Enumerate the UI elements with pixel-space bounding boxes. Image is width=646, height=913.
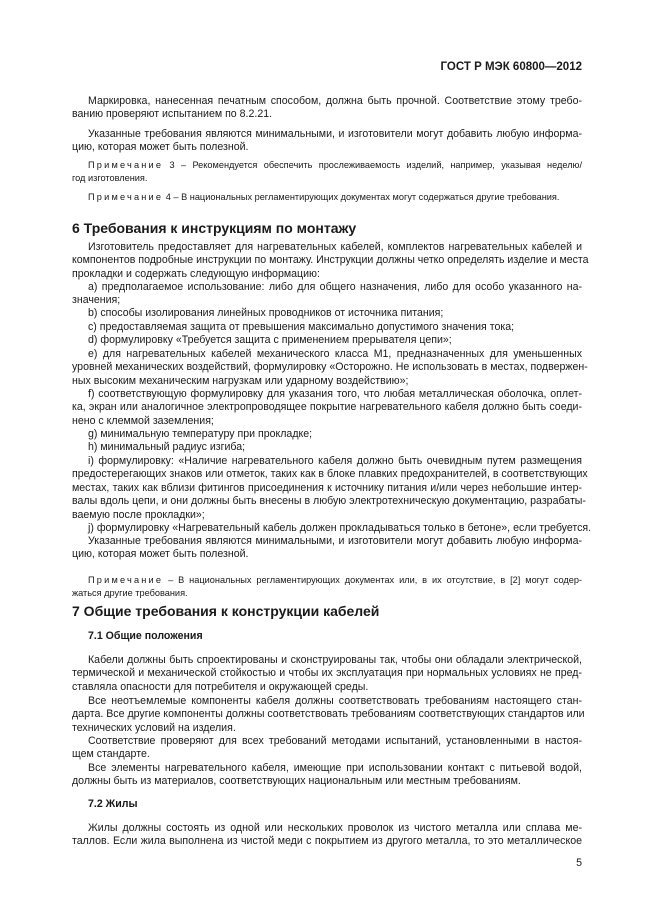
text-line: нено с клеммой заземления;: [72, 414, 214, 427]
text-line: Жилы должны состоять из одной или нескольких проволок из чистого металла или сплава ме-: [88, 822, 582, 834]
document-header: ГОСТ Р МЭК 60800—2012: [440, 61, 582, 73]
text-line: год изготовления.: [72, 173, 148, 184]
paragraph: [72, 441, 582, 454]
text-line: Указанные требования являются минимальными, и изготовители могут добавить любую информа-: [88, 535, 582, 547]
text-line: Указанные требования являются минимальными, и изготовители могут добавить любую информа-: [88, 128, 582, 140]
text-line: местах, таких как вблизи фитингов присоединения к источнику питания и/или через небольшие интер-: [72, 481, 582, 494]
paragraph: [72, 128, 582, 155]
text-line: предостерегающих знаков или отметок, таких как в блоке плавких предохранителей, в соответствующих: [72, 468, 588, 481]
text-line: Маркировка, нанесенная печатным способом, должна быть прочной. Соответствие этому требо-: [88, 95, 582, 107]
text-line: уровней механических воздействий, формулировку «Осторожно. Не использовать в местах, подвержен-: [72, 361, 588, 374]
text-line: Примечание – В национальных регламентирующих документах или, в их отсутствие, в [2] могут содер-: [88, 575, 582, 585]
subsection-heading: 7.2 Жилы: [88, 798, 138, 810]
paragraph: [72, 321, 582, 334]
text-line: ных высоким механическим нагрузкам или ударному воздействию»;: [72, 374, 409, 387]
text-line: должны быть из материалов, соответствующих национальным или местным требованиям.: [72, 775, 521, 788]
section-heading: 7 Общие требования к конструкции кабелей: [72, 603, 380, 619]
paragraph: [72, 241, 589, 281]
text-line: термической и механической стойкостью и чтобы их эксплуатация при нормальных условиях не пред-: [72, 667, 582, 680]
note: [72, 159, 582, 186]
text-line: ваемую после прокладки»;: [72, 508, 205, 521]
text-line: таллов. Если жила выполнена из чистой меди с покрытием из другого металла, то это металлическое: [72, 835, 582, 848]
paragraph: [72, 281, 582, 308]
text-line: d) формулировку «Требуется защита с применением прерывателя цепи»;: [88, 334, 452, 346]
text-line: Примечание 3 – Рекомендуется обеспечить прослеживаемость изделий, например, указывая неделю/: [88, 160, 582, 170]
text-line: i) формулировку: «Наличие нагревательного кабеля должно быть очевидным путем размещения: [88, 455, 582, 467]
paragraph: [72, 654, 582, 694]
text-line: щем стандарте.: [72, 748, 150, 761]
note: [72, 191, 582, 204]
paragraph: [72, 348, 588, 388]
text-line: Изготовитель предоставляет для нагревательных кабелей, комплектов нагревательных кабелей и: [88, 241, 582, 253]
paragraph: [72, 428, 582, 441]
paragraph: [72, 455, 588, 522]
text-line: f) соответствующую формулировку для указания того, что любая металлическая оболочка, оплет-: [88, 388, 582, 400]
text-line: e) для нагревательных кабелей механического класса М1, предназначенных для уменьшенных: [88, 348, 582, 360]
text-line: Примечание 4 – В национальных регламентирующих документах могут содержаться другие требования.: [88, 192, 560, 202]
note-label: Примечание: [88, 160, 164, 170]
page-number: 5: [576, 857, 582, 869]
section-heading: 6 Требования к инструкциям по монтажу: [72, 220, 357, 236]
text-line: h) минимальный радиус изгиба;: [88, 441, 246, 453]
paragraph: [72, 307, 582, 320]
text-line: технических условий на изделия.: [72, 721, 236, 734]
paragraph: [72, 535, 582, 562]
paragraph: [72, 695, 585, 735]
text-line: a) предполагаемое использование: либо для общего назначения, либо для особо указанного на-: [88, 281, 582, 293]
text-line: компонентов подробные инструкции по монтажу. Инструкции должны четко определять изделие и места: [72, 254, 589, 267]
text-line: j) формулировку «Нагревательный кабель должен прокладываться только в бетоне», если требуется.: [88, 522, 592, 534]
text-line: значения;: [72, 294, 121, 307]
note-label: Примечание: [88, 575, 164, 585]
text-line: c) предоставляемая защита от превышения максимально допустимого значения тока;: [88, 321, 515, 333]
paragraph: [72, 388, 582, 428]
paragraph: [72, 95, 582, 122]
text-line: жаться другие требования.: [72, 588, 188, 599]
paragraph: [72, 522, 592, 535]
text-line: дарта. Все другие компоненты должны соответствовать требованиям соответствующих стандартов или: [72, 708, 585, 721]
text-line: ка, экран или аналогичное электропроводящее покрытие нагревательного кабеля должно быть соеди-: [72, 401, 582, 414]
paragraph: [72, 334, 582, 347]
text-line: Все неотъемлемые компоненты кабеля должны соответствовать требованиям настоящего стан-: [88, 695, 582, 707]
text-line: цию, которая может быть полезной.: [72, 548, 249, 561]
text-line: b) способы изолирования линейных проводников от источника питания;: [88, 307, 444, 319]
text-line: цию, которая может быть полезной.: [72, 141, 249, 154]
paragraph: [72, 762, 582, 789]
text-line: Все элементы нагревательного кабеля, имеющие при использовании контакт с питьевой водой,: [88, 762, 582, 774]
paragraph: [72, 735, 582, 762]
text-line: ставляла опасности для потребителя и окружающей среды.: [72, 680, 369, 693]
note-label: Примечание: [88, 192, 164, 202]
text-line: валы вдоль цепи, и они должны быть внесены в любую электротехническую документацию, разрабаты-: [72, 495, 586, 508]
text-line: ванию проверяют испытанием по 8.2.21.: [72, 108, 273, 121]
text-line: Соответствие проверяют для всех требований методами испытаний, установленными в настоя-: [88, 735, 582, 747]
subsection-heading: 7.1 Общие положения: [88, 630, 203, 642]
text-line: Кабели должны быть спроектированы и сконструированы так, чтобы они обладали электрической,: [88, 654, 582, 666]
text-line: g) минимальную температуру при прокладке;: [88, 428, 313, 440]
text-line: прокладки и содержать следующую информацию:: [72, 267, 320, 280]
note: [72, 574, 582, 601]
paragraph: [72, 822, 582, 849]
